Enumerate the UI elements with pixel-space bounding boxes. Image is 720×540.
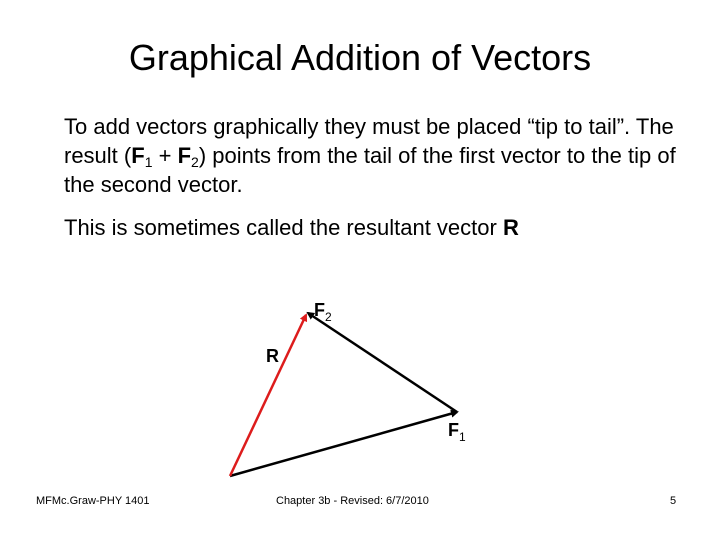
plus-sign: + (152, 143, 178, 168)
f2-subscript: 2 (191, 154, 199, 170)
r-label-symbol: R (266, 346, 279, 366)
footer-chapter: Chapter 3b - Revised: 6/7/2010 (276, 495, 429, 507)
f2-symbol: F (177, 143, 192, 168)
page-number: 5 (670, 495, 677, 507)
intro-text-start: To add vectors graphically they must be placed “tip to tail”. The result ( (64, 114, 674, 168)
f1-subscript: 1 (144, 154, 153, 170)
f1-label-symbol: F (448, 420, 459, 440)
vector-f1-arrow (230, 412, 457, 476)
f2-label-symbol: F (314, 300, 325, 320)
resultant-text: This is sometimes called the resultant vector (64, 215, 503, 240)
f1-label (448, 420, 466, 444)
r-symbol: R (502, 215, 519, 240)
intro-text-end: ) points from the tail of the first vector to the tip of the second vector. (64, 143, 676, 197)
f1-label-subscript: 1 (459, 430, 466, 444)
vector-r-arrow (230, 315, 306, 476)
f1-symbol: F (131, 143, 145, 168)
slide-title: Graphical Addition of Vectors (128, 37, 592, 78)
footer-course: MFMc.Graw-PHY 1401 (36, 495, 150, 507)
vector-f2-arrow (308, 313, 457, 412)
f2-label-subscript: 2 (325, 310, 332, 324)
f2-label (314, 300, 332, 324)
r-label (266, 346, 279, 366)
